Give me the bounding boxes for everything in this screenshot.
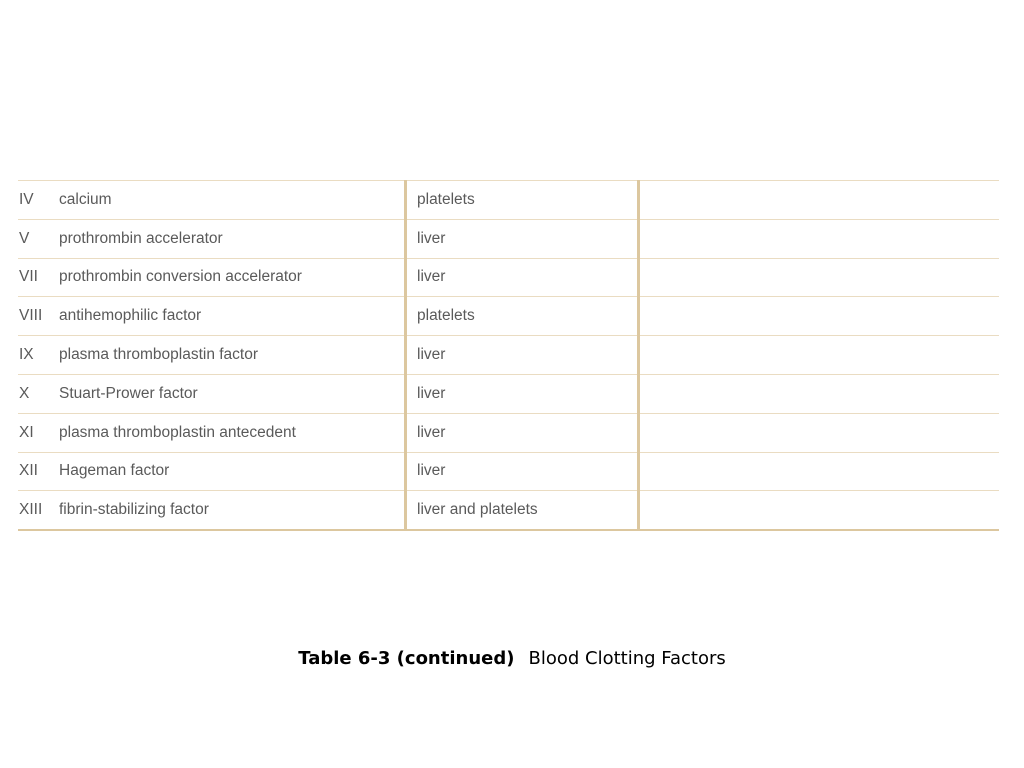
factor-source: liver — [406, 219, 639, 258]
factor-number: VII — [18, 258, 59, 297]
empty-cell — [639, 413, 1000, 452]
factor-name: fibrin-stabilizing factor — [59, 491, 406, 530]
factor-source: liver — [406, 374, 639, 413]
factor-source: liver — [406, 452, 639, 491]
factor-source: platelets — [406, 297, 639, 336]
table-row — [18, 219, 999, 258]
caption-title: Blood Clotting Factors — [528, 648, 726, 669]
factor-name: antihemophilic factor — [59, 297, 406, 336]
empty-cell — [639, 258, 1000, 297]
table-caption — [0, 648, 1024, 669]
factor-source: platelets — [406, 181, 639, 220]
caption-label: Table 6-3 (continued) — [298, 648, 515, 669]
factor-number: VIII — [18, 297, 59, 336]
table-row — [18, 374, 999, 413]
factor-source: liver and platelets — [406, 491, 639, 530]
factor-number: IV — [18, 181, 59, 220]
factor-number: IX — [18, 336, 59, 375]
factor-number: X — [18, 374, 59, 413]
empty-cell — [639, 219, 1000, 258]
table-row — [18, 452, 999, 491]
factor-source: liver — [406, 413, 639, 452]
table-row — [18, 297, 999, 336]
empty-cell — [639, 491, 1000, 530]
empty-cell — [639, 181, 1000, 220]
empty-cell — [639, 336, 1000, 375]
table-row — [18, 413, 999, 452]
table-row — [18, 258, 999, 297]
factor-name: prothrombin conversion accelerator — [59, 258, 406, 297]
factor-source: liver — [406, 336, 639, 375]
table-row — [18, 181, 999, 220]
factor-name: prothrombin accelerator — [59, 219, 406, 258]
factor-name: Hageman factor — [59, 452, 406, 491]
empty-cell — [639, 374, 1000, 413]
factor-name: plasma thromboplastin antecedent — [59, 413, 406, 452]
table-row — [18, 336, 999, 375]
factor-number: V — [18, 219, 59, 258]
factor-number: XIII — [18, 491, 59, 530]
factor-name: calcium — [59, 181, 406, 220]
factor-number: XII — [18, 452, 59, 491]
factor-name: Stuart-Prower factor — [59, 374, 406, 413]
empty-cell — [639, 452, 1000, 491]
table-row — [18, 491, 999, 530]
table-body — [18, 181, 999, 530]
factor-name: plasma thromboplastin factor — [59, 336, 406, 375]
factor-source: liver — [406, 258, 639, 297]
factor-number: XI — [18, 413, 59, 452]
empty-cell — [639, 297, 1000, 336]
clotting-factors-table — [18, 180, 999, 531]
